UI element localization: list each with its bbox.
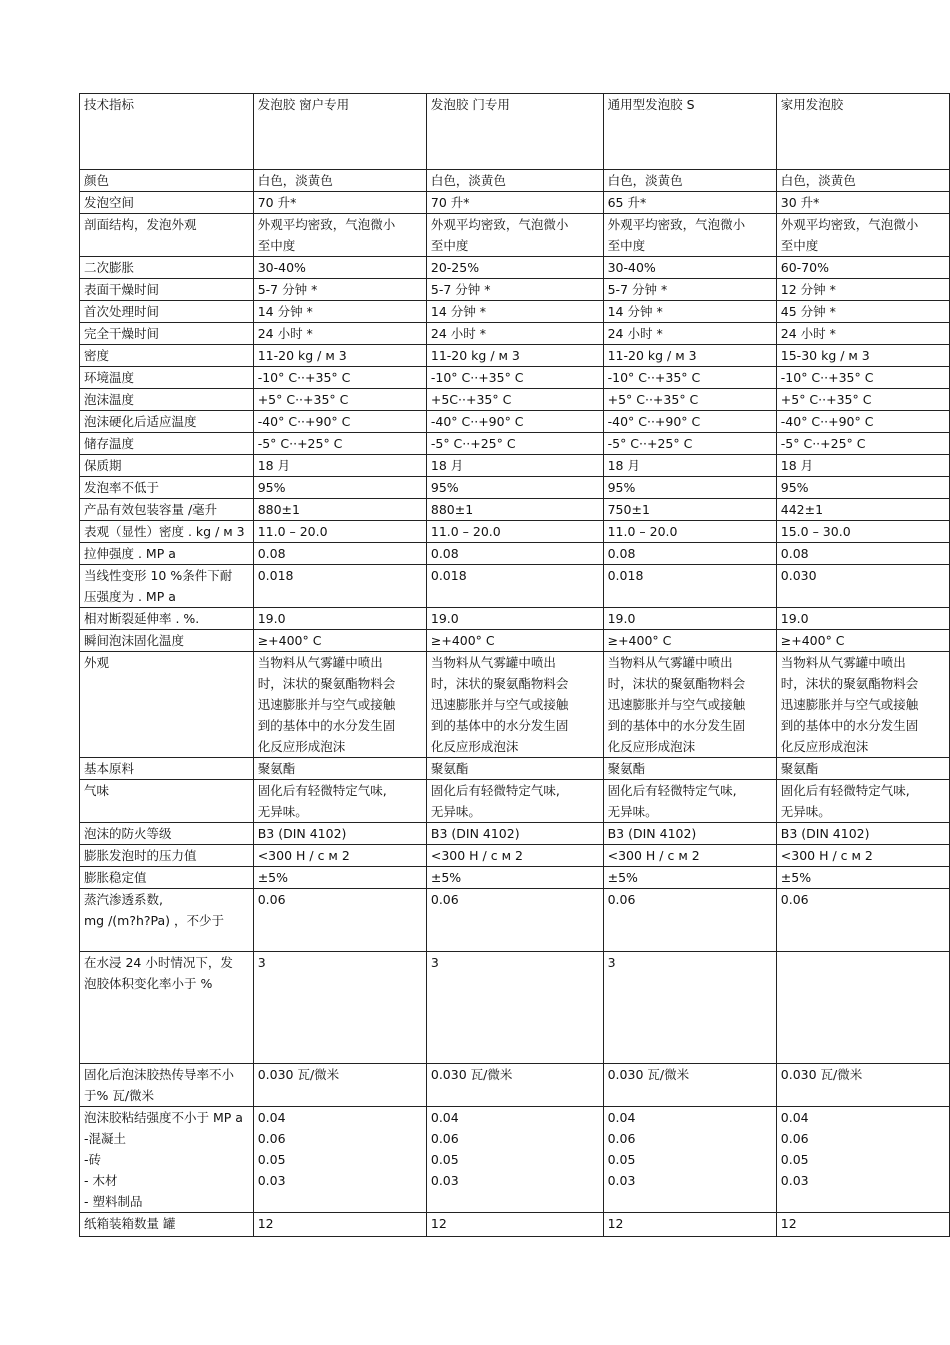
row-value: 白色，淡黄色 — [603, 170, 776, 192]
row-value: 14 分钟 * — [426, 301, 603, 323]
header-row — [80, 94, 950, 170]
row-value: 5-7 分钟 * — [253, 279, 426, 301]
row-value: 60-70% — [776, 257, 949, 279]
row-value: 0.04 0.06 0.05 0.03 — [426, 1107, 603, 1213]
row-value: <300 H / с м 2 — [603, 845, 776, 867]
table-row — [80, 279, 950, 301]
row-value: 750±1 — [603, 499, 776, 521]
row-value: 0.018 — [426, 565, 603, 608]
row-value: 0.04 0.06 0.05 0.03 — [776, 1107, 949, 1213]
row-value: 白色，淡黄色 — [253, 170, 426, 192]
table-row — [80, 499, 950, 521]
row-label: 外观 — [80, 652, 254, 758]
row-value: 0.06 — [426, 889, 603, 952]
row-value: 当物料从气雾罐中喷出 时，沫状的聚氨酯物料会 迅速膨胀并与空气或接触 到的基体中的水分发生固 化反应形成泡沫 — [426, 652, 603, 758]
row-value: 24 小时 * — [253, 323, 426, 345]
row-value: 18 月 — [426, 455, 603, 477]
row-label: 基本原料 — [80, 758, 254, 780]
row-value: 当物料从气雾罐中喷出 时，沫状的聚氨酯物料会 迅速膨胀并与空气或接触 到的基体中的水分发生固 化反应形成泡沫 — [776, 652, 949, 758]
row-value: ±5% — [253, 867, 426, 889]
row-label: 完全干燥时间 — [80, 323, 254, 345]
row-label: 纸箱装箱数量 罐 — [80, 1213, 254, 1237]
row-label: 颜色 — [80, 170, 254, 192]
row-label: 固化后泡沫胶热传导率不小 于% 瓦/微米 — [80, 1064, 254, 1107]
table-row — [80, 411, 950, 433]
row-value: 30-40% — [603, 257, 776, 279]
row-value: 14 分钟 * — [253, 301, 426, 323]
row-value: 固化后有轻微特定气味, 无异味。 — [603, 780, 776, 823]
row-value: <300 H / с м 2 — [253, 845, 426, 867]
row-value: 0.04 0.06 0.05 0.03 — [603, 1107, 776, 1213]
table-row — [80, 565, 950, 608]
row-value: 18 月 — [776, 455, 949, 477]
row-value: -10° C··+35° C — [426, 367, 603, 389]
row-value: 3 — [603, 952, 776, 1064]
row-label: 蒸汽渗透系数, mg /(m?h?Pa) ，不少于 — [80, 889, 254, 952]
row-value: +5° C··+35° C — [253, 389, 426, 411]
row-value: 外观平均密致，气泡微小 至中度 — [603, 214, 776, 257]
spec-table — [79, 93, 950, 1237]
row-label: 相对断裂延伸率 . %. — [80, 608, 254, 630]
row-value: 95% — [603, 477, 776, 499]
row-value: B3 (DIN 4102) — [253, 823, 426, 845]
row-label: 泡沫胶粘结强度不小于 MP a -混凝土 -砖 - 木材 - 塑料制品 — [80, 1107, 254, 1213]
row-label: 环境温度 — [80, 367, 254, 389]
row-value: 0.08 — [776, 543, 949, 565]
row-label: 泡沫硬化后适应温度 — [80, 411, 254, 433]
table-row — [80, 214, 950, 257]
row-value: 固化后有轻微特定气味, 无异味。 — [776, 780, 949, 823]
row-label: 拉伸强度 . MP a — [80, 543, 254, 565]
row-label: 产品有效包装容量 /毫升 — [80, 499, 254, 521]
row-label: 表面干燥时间 — [80, 279, 254, 301]
table-row — [80, 323, 950, 345]
row-value: 19.0 — [426, 608, 603, 630]
table-row — [80, 845, 950, 867]
table-row — [80, 1064, 950, 1107]
row-value: 0.04 0.06 0.05 0.03 — [253, 1107, 426, 1213]
row-value: 0.018 — [253, 565, 426, 608]
row-value: B3 (DIN 4102) — [426, 823, 603, 845]
table-row — [80, 1213, 950, 1237]
row-value: 固化后有轻微特定气味, 无异味。 — [253, 780, 426, 823]
table-row — [80, 889, 950, 952]
row-value: 70 升* — [426, 192, 603, 214]
row-value: 11-20 kg / м 3 — [253, 345, 426, 367]
row-value: 19.0 — [253, 608, 426, 630]
table-row — [80, 652, 950, 758]
row-value: 5-7 分钟 * — [426, 279, 603, 301]
row-value: -10° C··+35° C — [253, 367, 426, 389]
row-value: 聚氨酯 — [426, 758, 603, 780]
table-row — [80, 477, 950, 499]
row-value: 70 升* — [253, 192, 426, 214]
row-value: B3 (DIN 4102) — [603, 823, 776, 845]
row-value: 0.030 瓦/微米 — [776, 1064, 949, 1107]
row-label: 发泡空间 — [80, 192, 254, 214]
row-label: 泡沫温度 — [80, 389, 254, 411]
row-value: 880±1 — [253, 499, 426, 521]
row-value: 外观平均密致，气泡微小 至中度 — [426, 214, 603, 257]
row-value: 30-40% — [253, 257, 426, 279]
table-row — [80, 1107, 950, 1213]
row-value: 0.08 — [603, 543, 776, 565]
row-value: 12 分钟 * — [776, 279, 949, 301]
table-row — [80, 170, 950, 192]
row-value: 18 月 — [253, 455, 426, 477]
row-value: 15.0 – 30.0 — [776, 521, 949, 543]
row-label: 表观（显性）密度 . kg / м 3 — [80, 521, 254, 543]
row-value: ±5% — [603, 867, 776, 889]
row-value: 0.06 — [776, 889, 949, 952]
header-product-door: 发泡胶 门专用 — [426, 94, 603, 170]
row-value: 0.030 瓦/微米 — [603, 1064, 776, 1107]
row-value: -40° C··+90° C — [776, 411, 949, 433]
row-value: 65 升* — [603, 192, 776, 214]
row-label: 泡沫的防火等级 — [80, 823, 254, 845]
table-row — [80, 758, 950, 780]
row-label: 二次膨胀 — [80, 257, 254, 279]
row-value: 聚氨酯 — [253, 758, 426, 780]
row-value: 0.08 — [253, 543, 426, 565]
row-value: 3 — [426, 952, 603, 1064]
table-row — [80, 345, 950, 367]
row-value: 45 分钟 * — [776, 301, 949, 323]
row-value: 11.0 – 20.0 — [426, 521, 603, 543]
row-value: 固化后有轻微特定气味, 无异味。 — [426, 780, 603, 823]
row-value: 11.0 – 20.0 — [253, 521, 426, 543]
row-value: 20-25% — [426, 257, 603, 279]
row-label: 瞬间泡沫固化温度 — [80, 630, 254, 652]
row-value: <300 H / с м 2 — [776, 845, 949, 867]
row-value: 95% — [426, 477, 603, 499]
table-row — [80, 543, 950, 565]
row-value: 24 小时 * — [776, 323, 949, 345]
row-label: 剖面结构，发泡外观 — [80, 214, 254, 257]
row-value: 聚氨酯 — [776, 758, 949, 780]
table-row — [80, 367, 950, 389]
row-value: B3 (DIN 4102) — [776, 823, 949, 845]
row-label: 气味 — [80, 780, 254, 823]
row-value: 95% — [776, 477, 949, 499]
header-label: 技术指标 — [80, 94, 254, 170]
row-value: 12 — [426, 1213, 603, 1237]
row-value: -5° C··+25° C — [776, 433, 949, 455]
row-value: 12 — [253, 1213, 426, 1237]
row-value: -40° C··+90° C — [426, 411, 603, 433]
row-value: 12 — [776, 1213, 949, 1237]
row-value: 11-20 kg / м 3 — [603, 345, 776, 367]
row-value: 880±1 — [426, 499, 603, 521]
table-row — [80, 608, 950, 630]
row-value: 当物料从气雾罐中喷出 时，沫状的聚氨酯物料会 迅速膨胀并与空气或接触 到的基体中的水分发生固 化反应形成泡沫 — [603, 652, 776, 758]
row-value: 0.030 瓦/微米 — [253, 1064, 426, 1107]
table-row — [80, 952, 950, 1064]
row-label: 储存温度 — [80, 433, 254, 455]
row-value: -40° C··+90° C — [603, 411, 776, 433]
table-row — [80, 192, 950, 214]
row-value: -5° C··+25° C — [426, 433, 603, 455]
row-value: 0.030 — [776, 565, 949, 608]
row-value: 聚氨酯 — [603, 758, 776, 780]
header-product-window: 发泡胶 窗户专用 — [253, 94, 426, 170]
row-value: 0.08 — [426, 543, 603, 565]
row-value: 白色，淡黄色 — [426, 170, 603, 192]
row-value: 24 小时 * — [603, 323, 776, 345]
row-value: 外观平均密致，气泡微小 至中度 — [776, 214, 949, 257]
row-label: 膨胀发泡时的压力值 — [80, 845, 254, 867]
row-value: 0.06 — [603, 889, 776, 952]
row-label: 在水浸 24 小时情况下，发 泡胶体积变化率小于 % — [80, 952, 254, 1064]
header-product-home: 家用发泡胶 — [776, 94, 949, 170]
row-value: <300 H / с м 2 — [426, 845, 603, 867]
row-value: ±5% — [776, 867, 949, 889]
row-label: 首次处理时间 — [80, 301, 254, 323]
row-value: 15-30 kg / м 3 — [776, 345, 949, 367]
row-value — [776, 952, 949, 1064]
row-label: 密度 — [80, 345, 254, 367]
row-value: ≥+400° C — [426, 630, 603, 652]
spec-table-body — [80, 94, 950, 1237]
row-value: -5° C··+25° C — [253, 433, 426, 455]
row-value: 19.0 — [603, 608, 776, 630]
row-value: 白色，淡黄色 — [776, 170, 949, 192]
row-value: 19.0 — [776, 608, 949, 630]
table-row — [80, 455, 950, 477]
row-value: 24 小时 * — [426, 323, 603, 345]
table-row — [80, 630, 950, 652]
row-value: ≥+400° C — [603, 630, 776, 652]
row-label: 膨胀稳定值 — [80, 867, 254, 889]
row-value: 0.030 瓦/微米 — [426, 1064, 603, 1107]
row-value: 11-20 kg / м 3 — [426, 345, 603, 367]
row-label: 发泡率不低于 — [80, 477, 254, 499]
table-row — [80, 823, 950, 845]
table-row — [80, 389, 950, 411]
row-value: -10° C··+35° C — [776, 367, 949, 389]
row-value: 5-7 分钟 * — [603, 279, 776, 301]
row-value: ≥+400° C — [776, 630, 949, 652]
row-value: 442±1 — [776, 499, 949, 521]
row-value: 12 — [603, 1213, 776, 1237]
table-row — [80, 867, 950, 889]
row-value: 3 — [253, 952, 426, 1064]
row-value: 0.018 — [603, 565, 776, 608]
row-value: +5C··+35° C — [426, 389, 603, 411]
table-row — [80, 433, 950, 455]
row-value: -10° C··+35° C — [603, 367, 776, 389]
table-row — [80, 301, 950, 323]
row-value: +5° C··+35° C — [603, 389, 776, 411]
row-value: 外观平均密致，气泡微小 至中度 — [253, 214, 426, 257]
row-value: 0.06 — [253, 889, 426, 952]
row-value: +5° C··+35° C — [776, 389, 949, 411]
row-value: 30 升* — [776, 192, 949, 214]
row-value: ≥+400° C — [253, 630, 426, 652]
table-row — [80, 257, 950, 279]
row-label: 保质期 — [80, 455, 254, 477]
row-value: 11.0 – 20.0 — [603, 521, 776, 543]
table-row — [80, 521, 950, 543]
row-label: 当线性变形 10 %条件下耐 压强度为 . MP a — [80, 565, 254, 608]
row-value: -5° C··+25° C — [603, 433, 776, 455]
row-value: 当物料从气雾罐中喷出 时，沫状的聚氨酯物料会 迅速膨胀并与空气或接触 到的基体中的水分发生固 化反应形成泡沫 — [253, 652, 426, 758]
row-value: 14 分钟 * — [603, 301, 776, 323]
row-value: 95% — [253, 477, 426, 499]
table-row — [80, 780, 950, 823]
row-value: ±5% — [426, 867, 603, 889]
row-value: 18 月 — [603, 455, 776, 477]
header-product-general: 通用型发泡胶 S — [603, 94, 776, 170]
row-value: -40° C··+90° C — [253, 411, 426, 433]
